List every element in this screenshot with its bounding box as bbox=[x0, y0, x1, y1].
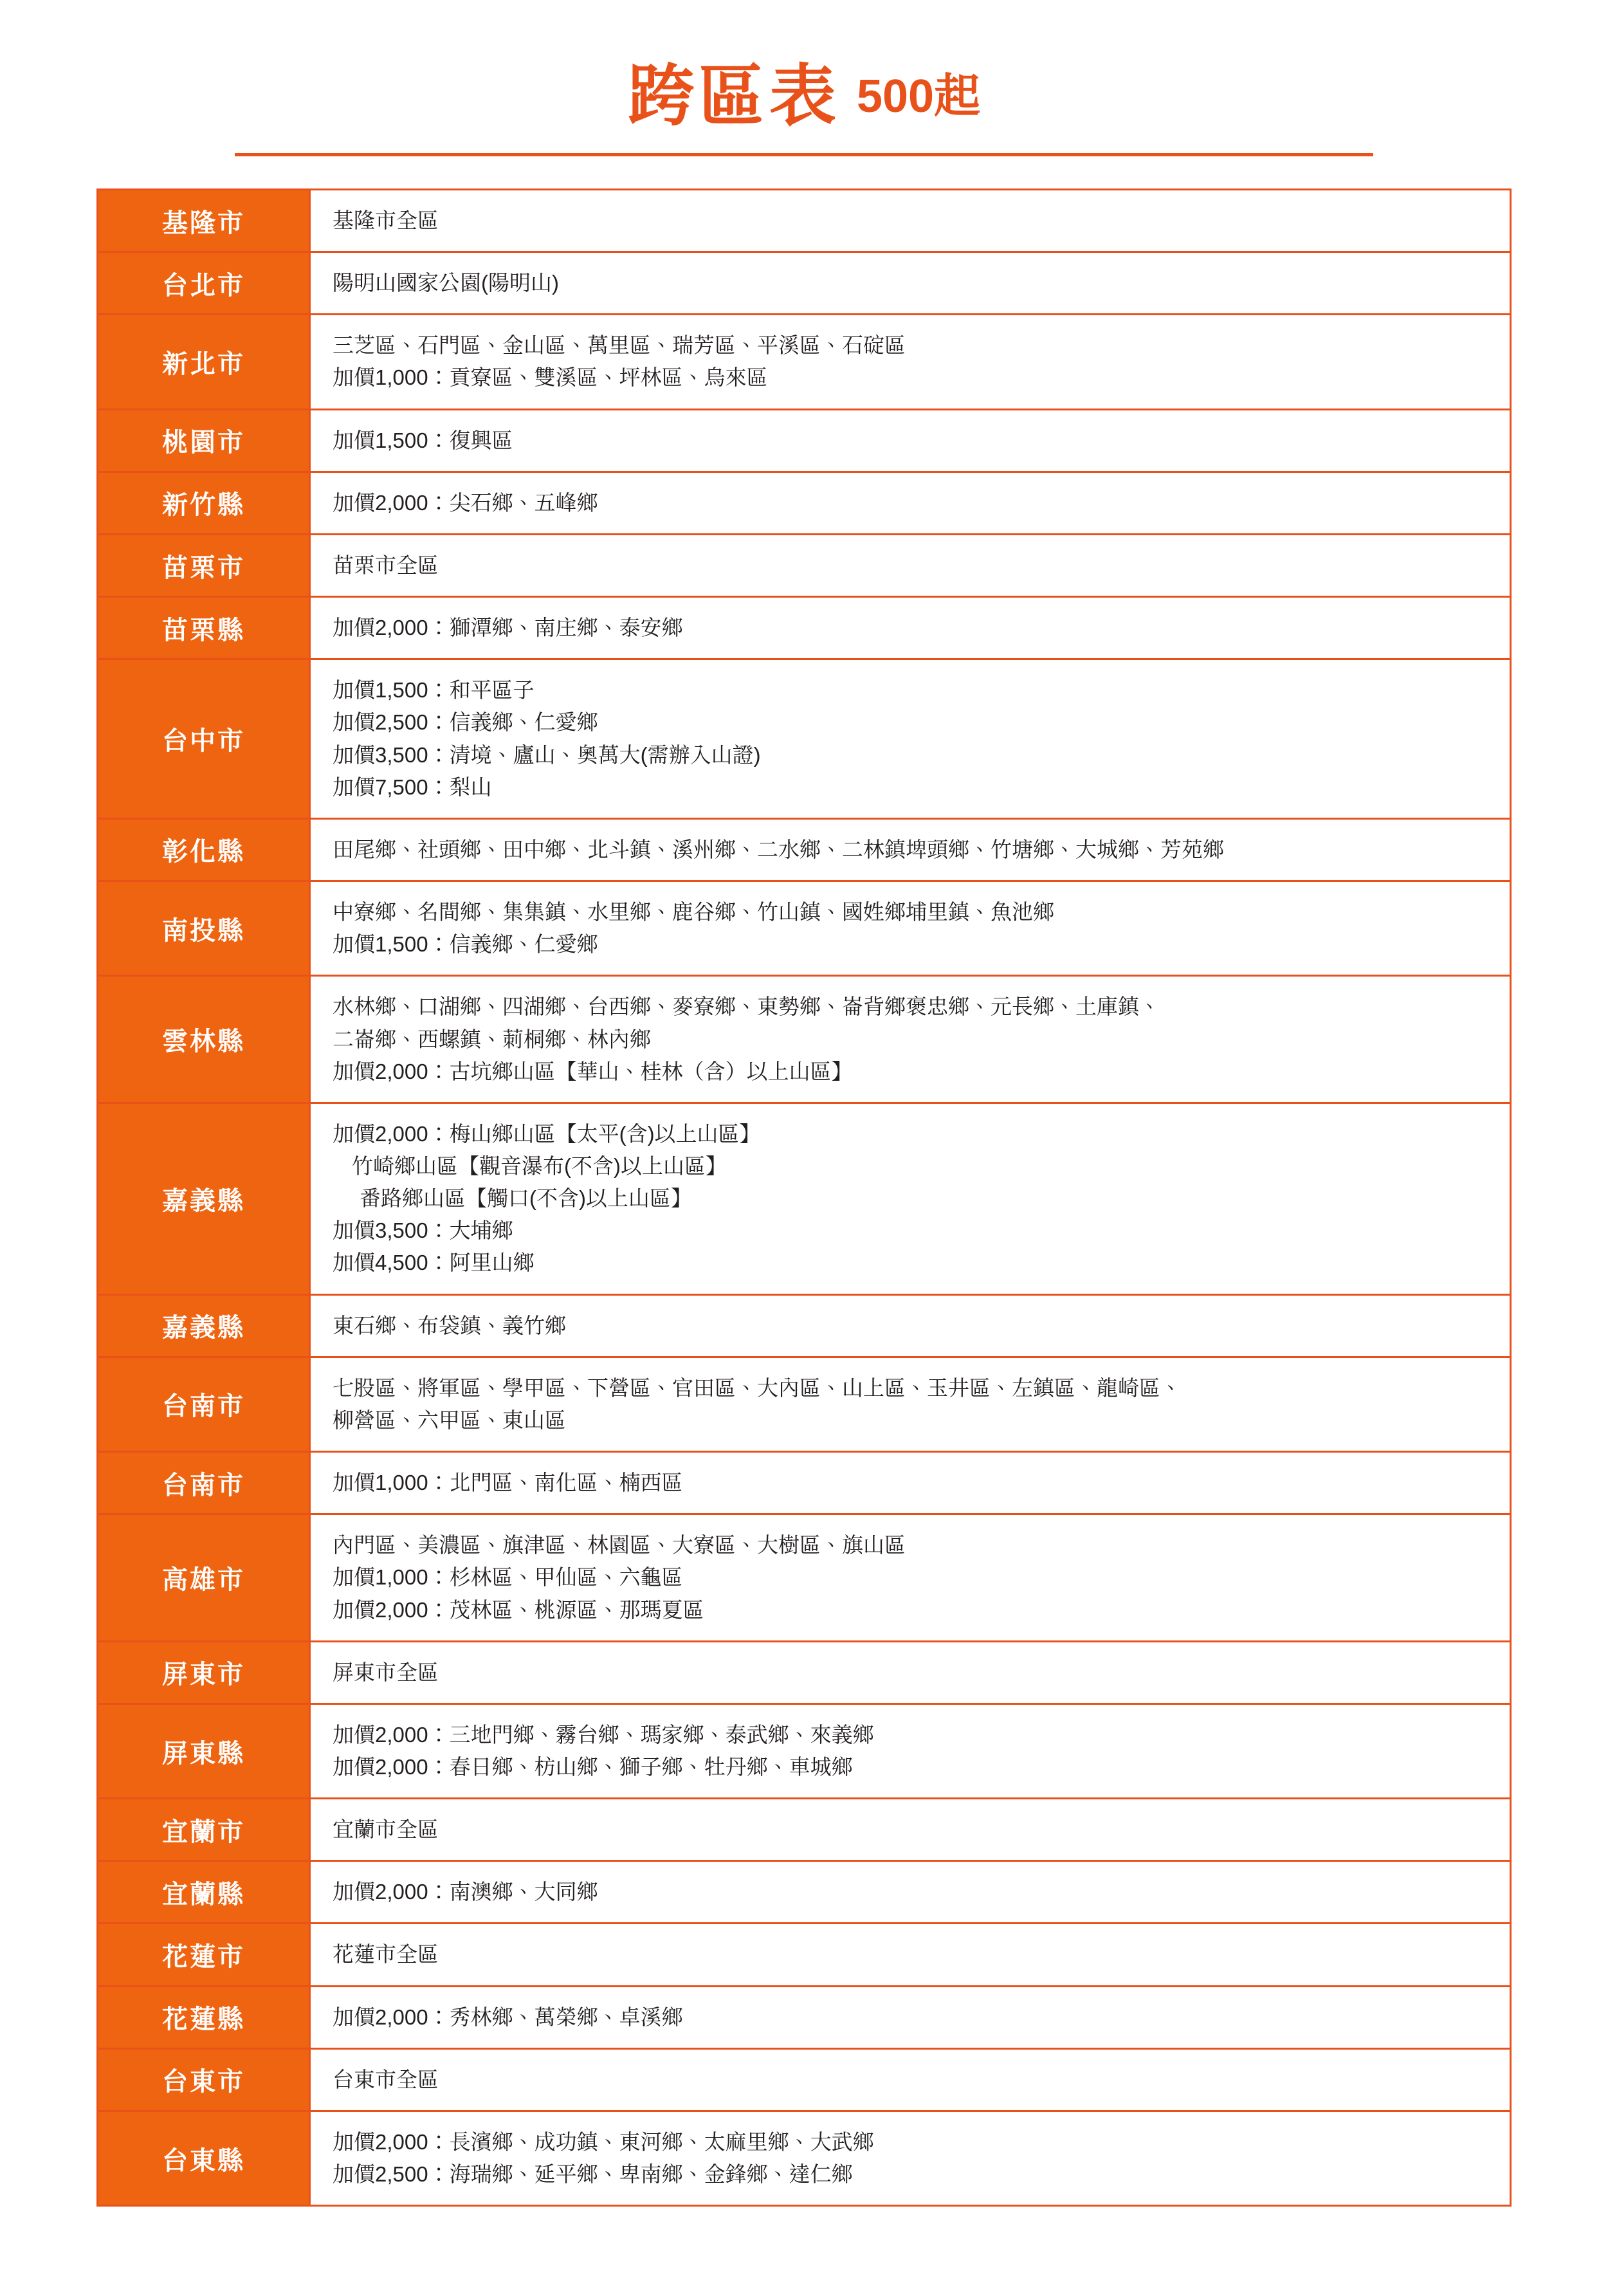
title-group bbox=[627, 59, 981, 134]
detail-line: 番路鄉山區【觸口(不含)以上山區】 bbox=[360, 1186, 692, 1211]
table-row bbox=[98, 977, 1510, 1103]
detail-line: 三芝區、石門區、金山區、萬里區、瑞芳區、平溪區、石碇區 bbox=[333, 333, 906, 358]
region-label: 嘉義縣 bbox=[98, 1296, 311, 1356]
region-label: 花蓮縣 bbox=[98, 1987, 311, 2048]
region-detail bbox=[311, 1987, 1510, 2048]
table-row bbox=[98, 1862, 1510, 1924]
table-row bbox=[98, 2112, 1510, 2205]
region-detail bbox=[311, 1358, 1510, 1451]
detail-line: 加價2,000：茂林區、桃源區、那瑪夏區 bbox=[333, 1597, 704, 1622]
region-detail bbox=[311, 410, 1510, 471]
table-row bbox=[98, 1924, 1510, 1987]
region-label: 台北市 bbox=[98, 253, 311, 313]
detail-line: 花蓮市全區 bbox=[333, 1942, 439, 1967]
region-label: 台南市 bbox=[98, 1453, 311, 1513]
table-row bbox=[98, 882, 1510, 977]
region-label: 宜蘭市 bbox=[98, 1799, 311, 1860]
region-detail bbox=[311, 1453, 1510, 1513]
detail-line: 內門區、美濃區、旗津區、林園區、大寮區、大樹區、旗山區 bbox=[333, 1533, 906, 1557]
detail-line: 加價2,000：春日鄉、枋山鄉、獅子鄉、牡丹鄉、車城鄉 bbox=[333, 1755, 853, 1779]
detail-line: 加價2,000：秀林鄉、萬榮鄉、卓溪鄉 bbox=[333, 2005, 683, 2029]
region-detail bbox=[311, 598, 1510, 658]
detail-line: 加價2,000：南澳鄉、大同鄉 bbox=[333, 1880, 598, 1904]
table-row bbox=[98, 1987, 1510, 2050]
detail-line: 加價2,000：尖石鄉、五峰鄉 bbox=[333, 490, 598, 515]
detail-line: 加價3,500：大埔鄉 bbox=[333, 1218, 513, 1243]
table-row bbox=[98, 315, 1510, 410]
region-detail bbox=[311, 1862, 1510, 1922]
region-label: 屏東市 bbox=[98, 1642, 311, 1703]
region-label: 基隆市 bbox=[98, 190, 311, 251]
table-row bbox=[98, 2050, 1510, 2112]
detail-line: 加價2,000：古坑鄉山區【華山、桂林（含）以上山區】 bbox=[333, 1059, 853, 1083]
region-detail bbox=[311, 1705, 1510, 1797]
detail-line: 二崙鄉、西螺鎮、莿桐鄉、林內鄉 bbox=[333, 1027, 651, 1051]
region-detail bbox=[311, 1296, 1510, 1356]
detail-line: 陽明山國家公園(陽明山) bbox=[333, 271, 559, 295]
detail-line: 中寮鄉、名間鄉、集集鎮、水里鄉、鹿谷鄉、竹山鎮、國姓鄉埔里鎮、魚池鄉 bbox=[333, 900, 1054, 924]
region-label: 苗栗市 bbox=[98, 535, 311, 596]
table-row bbox=[98, 1358, 1510, 1453]
region-label: 台中市 bbox=[98, 660, 311, 818]
table-row bbox=[98, 1296, 1510, 1358]
table-row bbox=[98, 535, 1510, 598]
detail-line: 竹崎鄉山區【觀音瀑布(不含)以上山區】 bbox=[352, 1153, 727, 1178]
table-row bbox=[98, 820, 1510, 882]
region-detail bbox=[311, 820, 1510, 880]
region-label: 台東縣 bbox=[98, 2112, 311, 2205]
table-row bbox=[98, 660, 1510, 820]
detail-line: 苗栗市全區 bbox=[333, 553, 439, 577]
detail-line: 加價2,000：梅山鄉山區【太平(含)以上山區】 bbox=[333, 1121, 761, 1146]
region-detail bbox=[311, 1104, 1510, 1294]
table-row bbox=[98, 1705, 1510, 1799]
region-detail bbox=[311, 1515, 1510, 1640]
region-label: 宜蘭縣 bbox=[98, 1862, 311, 1922]
detail-line: 加價2,500：海瑞鄉、延平鄉、卑南鄉、金鋒鄉、達仁鄉 bbox=[333, 2162, 853, 2187]
detail-line: 宜蘭市全區 bbox=[333, 1817, 439, 1842]
region-label: 南投縣 bbox=[98, 882, 311, 975]
region-label: 高雄市 bbox=[98, 1515, 311, 1640]
detail-line: 台東市全區 bbox=[333, 2067, 439, 2091]
region-detail bbox=[311, 315, 1510, 408]
detail-line: 七股區、將軍區、學甲區、下營區、官田區、大內區、山上區、玉井區、左鎮區、龍崎區、 bbox=[333, 1375, 1182, 1400]
detail-line: 加價1,500：信義鄉、仁愛鄉 bbox=[333, 932, 598, 957]
region-label: 桃園市 bbox=[98, 410, 311, 471]
header-divider bbox=[235, 153, 1373, 156]
detail-line: 加價1,000：貢寮區、雙溪區、坪林區、烏來區 bbox=[333, 365, 768, 390]
detail-line: 屏東市全區 bbox=[333, 1660, 439, 1684]
table-row bbox=[98, 1453, 1510, 1515]
detail-line: 加價1,500：復興區 bbox=[333, 428, 513, 452]
region-detail bbox=[311, 253, 1510, 313]
table-row bbox=[98, 1799, 1510, 1862]
region-fee-table bbox=[96, 188, 1512, 2207]
detail-line: 加價2,000：三地門鄉、霧台鄉、瑪家鄉、泰武鄉、來義鄉 bbox=[333, 1722, 874, 1747]
region-label: 苗栗縣 bbox=[98, 598, 311, 658]
region-label: 台南市 bbox=[98, 1358, 311, 1451]
table-row bbox=[98, 1515, 1510, 1642]
detail-line: 加價2,000：長濱鄉、成功鎮、東河鄉、太麻里鄉、大武鄉 bbox=[333, 2129, 874, 2154]
region-label: 雲林縣 bbox=[98, 977, 311, 1101]
detail-line: 基隆市全區 bbox=[333, 208, 439, 232]
region-detail bbox=[311, 660, 1510, 818]
detail-line: 加價3,500：清境、廬山、奧萬大(需辦入山證) bbox=[333, 742, 761, 767]
page-header bbox=[96, 39, 1512, 156]
region-detail bbox=[311, 1924, 1510, 1985]
region-detail bbox=[311, 1799, 1510, 1860]
region-detail bbox=[311, 190, 1510, 251]
region-detail bbox=[311, 977, 1510, 1101]
detail-line: 田尾鄉、社頭鄉、田中鄉、北斗鎮、溪州鄉、二水鄉、二林鎮埤頭鄉、竹塘鄉、大城鄉、芳苑鄉 bbox=[333, 837, 1224, 861]
detail-line: 水林鄉、口湖鄉、四湖鄉、台西鄉、麥寮鄉、東勢鄉、崙背鄉褒忠鄉、元長鄉、土庫鎮、 bbox=[333, 995, 1160, 1019]
detail-line: 加價7,500：梨山 bbox=[333, 775, 492, 799]
table-row bbox=[98, 190, 1510, 253]
region-detail bbox=[311, 2112, 1510, 2205]
region-detail bbox=[311, 882, 1510, 975]
region-detail bbox=[311, 2050, 1510, 2110]
region-detail bbox=[311, 1642, 1510, 1703]
region-label: 花蓮市 bbox=[98, 1924, 311, 1985]
detail-line: 柳營區、六甲區、東山區 bbox=[333, 1408, 566, 1432]
table-row bbox=[98, 410, 1510, 473]
region-label: 台東市 bbox=[98, 2050, 311, 2110]
detail-line: 加價1,500：和平區子 bbox=[333, 678, 534, 703]
table-row bbox=[98, 1104, 1510, 1296]
region-label: 屏東縣 bbox=[98, 1705, 311, 1797]
region-label: 彰化縣 bbox=[98, 820, 311, 880]
region-label: 新北市 bbox=[98, 315, 311, 408]
detail-line: 加價1,000：北門區、南化區、楠西區 bbox=[333, 1471, 683, 1495]
table-row bbox=[98, 253, 1510, 315]
table-row bbox=[98, 598, 1510, 660]
region-label: 嘉義縣 bbox=[98, 1104, 311, 1294]
region-detail bbox=[311, 535, 1510, 596]
detail-line: 加價1,000：杉林區、甲仙區、六龜區 bbox=[333, 1565, 683, 1590]
table-row bbox=[98, 473, 1510, 535]
detail-line: 加價2,000：獅潭鄉、南庄鄉、泰安鄉 bbox=[333, 616, 683, 640]
detail-line: 東石鄉、布袋鎮、義竹鄉 bbox=[333, 1313, 566, 1337]
page-title: 跨區表 bbox=[627, 59, 840, 134]
detail-line: 加價2,500：信義鄉、仁愛鄉 bbox=[333, 710, 598, 735]
page-subtitle: 500起 bbox=[856, 71, 981, 122]
table-row bbox=[98, 1642, 1510, 1705]
detail-line: 加價4,500：阿里山鄉 bbox=[333, 1251, 534, 1275]
region-detail bbox=[311, 473, 1510, 533]
region-label: 新竹縣 bbox=[98, 473, 311, 533]
